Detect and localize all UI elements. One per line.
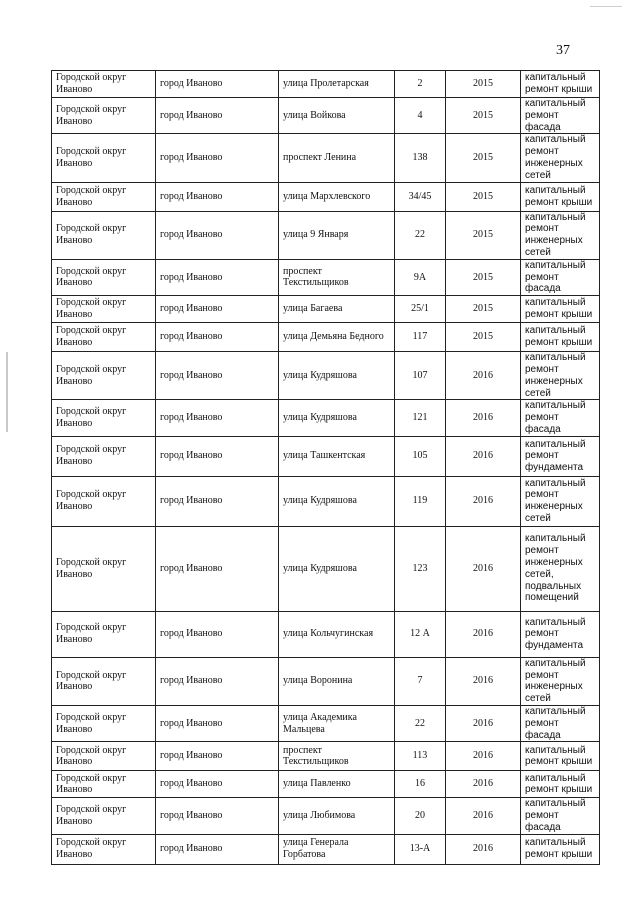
house-number-cell: 9А <box>395 259 446 295</box>
district-cell: Городской округ Иваново <box>52 771 156 798</box>
district-cell: Городской округ Иваново <box>52 657 156 705</box>
street-cell: проспект Текстильщиков <box>279 742 395 771</box>
city-cell: город Иваново <box>156 134 279 182</box>
district-cell: Городской округ Иваново <box>52 134 156 182</box>
house-number-cell: 123 <box>395 526 446 611</box>
year-cell: 2016 <box>446 834 521 864</box>
district-cell: Городской округ Иваново <box>52 211 156 259</box>
work-type-cell: капитальный ремонт инженерных сетей <box>521 352 600 400</box>
district-cell: Городской округ Иваново <box>52 71 156 98</box>
work-type-cell: капитальный ремонт крыши <box>521 71 600 98</box>
year-cell: 2015 <box>446 71 521 98</box>
city-cell: город Иваново <box>156 182 279 211</box>
district-cell: Городской округ Иваново <box>52 400 156 436</box>
year-cell: 2015 <box>446 134 521 182</box>
year-cell: 2015 <box>446 259 521 295</box>
work-type-cell: капитальный ремонт инженерных сетей <box>521 657 600 705</box>
table-row <box>52 296 600 323</box>
street-cell: улица Павленко <box>279 771 395 798</box>
street-cell: проспект Ленина <box>279 134 395 182</box>
table-row <box>52 182 600 211</box>
house-number-cell: 113 <box>395 742 446 771</box>
work-type-cell: капитальный ремонт фасада <box>521 259 600 295</box>
street-cell: проспект Текстильщиков <box>279 259 395 295</box>
year-cell: 2015 <box>446 182 521 211</box>
city-cell: город Иваново <box>156 436 279 476</box>
work-type-cell: капитальный ремонт крыши <box>521 323 600 352</box>
table-row <box>52 352 600 400</box>
table-row <box>52 400 600 436</box>
table-row <box>52 798 600 834</box>
district-cell: Городской округ Иваново <box>52 526 156 611</box>
house-number-cell: 16 <box>395 771 446 798</box>
house-number-cell: 34/45 <box>395 182 446 211</box>
table-row <box>52 611 600 657</box>
year-cell: 2016 <box>446 436 521 476</box>
house-number-cell: 4 <box>395 98 446 134</box>
work-type-cell: капитальный ремонт крыши <box>521 834 600 864</box>
street-cell: улица 9 Января <box>279 211 395 259</box>
city-cell: город Иваново <box>156 611 279 657</box>
year-cell: 2016 <box>446 705 521 741</box>
street-cell: улица Кудряшова <box>279 526 395 611</box>
street-cell: улица Академика Мальцева <box>279 705 395 741</box>
city-cell: город Иваново <box>156 798 279 834</box>
house-number-cell: 12 А <box>395 611 446 657</box>
year-cell: 2016 <box>446 742 521 771</box>
house-number-cell: 107 <box>395 352 446 400</box>
city-cell: город Иваново <box>156 742 279 771</box>
scan-corner-mark <box>590 6 622 7</box>
table-row <box>52 211 600 259</box>
street-cell: улица Багаева <box>279 296 395 323</box>
city-cell: город Иваново <box>156 400 279 436</box>
city-cell: город Иваново <box>156 526 279 611</box>
work-type-cell: капитальный ремонт крыши <box>521 771 600 798</box>
work-type-cell: капитальный ремонт инженерных сетей <box>521 134 600 182</box>
table-row <box>52 134 600 182</box>
house-number-cell: 7 <box>395 657 446 705</box>
table-row <box>52 657 600 705</box>
street-cell: улица Войкова <box>279 98 395 134</box>
city-cell: город Иваново <box>156 71 279 98</box>
street-cell: улица Ташкентская <box>279 436 395 476</box>
year-cell: 2016 <box>446 526 521 611</box>
table-body <box>52 71 600 865</box>
house-number-cell: 105 <box>395 436 446 476</box>
table-row <box>52 834 600 864</box>
year-cell: 2016 <box>446 611 521 657</box>
house-number-cell: 22 <box>395 705 446 741</box>
street-cell: улица Пролетарская <box>279 71 395 98</box>
street-cell: улица Кольчугинская <box>279 611 395 657</box>
house-number-cell: 138 <box>395 134 446 182</box>
year-cell: 2016 <box>446 657 521 705</box>
city-cell: город Иваново <box>156 657 279 705</box>
work-type-cell: капитальный ремонт фасада <box>521 798 600 834</box>
table-row <box>52 436 600 476</box>
district-cell: Городской округ Иваново <box>52 834 156 864</box>
table-row <box>52 705 600 741</box>
year-cell: 2016 <box>446 798 521 834</box>
work-type-cell: капитальный ремонт крыши <box>521 182 600 211</box>
street-cell: улица Демьяна Бедного <box>279 323 395 352</box>
year-cell: 2016 <box>446 400 521 436</box>
house-number-cell: 20 <box>395 798 446 834</box>
table-row <box>52 476 600 526</box>
table-row <box>52 71 600 98</box>
work-type-cell: капитальный ремонт фундамента <box>521 611 600 657</box>
district-cell: Городской округ Иваново <box>52 705 156 741</box>
year-cell: 2016 <box>446 771 521 798</box>
street-cell: улица Любимова <box>279 798 395 834</box>
work-type-cell: капитальный ремонт инженерных сетей <box>521 211 600 259</box>
street-cell: улица Воронина <box>279 657 395 705</box>
work-type-cell: капитальный ремонт фасада <box>521 400 600 436</box>
street-cell: улица Генерала Горбатова <box>279 834 395 864</box>
work-type-cell: капитальный ремонт крыши <box>521 742 600 771</box>
year-cell: 2016 <box>446 476 521 526</box>
scan-margin-mark <box>6 352 8 432</box>
work-type-cell: капитальный ремонт крыши <box>521 296 600 323</box>
table-row <box>52 98 600 134</box>
work-type-cell: капитальный ремонт инженерных сетей <box>521 476 600 526</box>
district-cell: Городской округ Иваново <box>52 476 156 526</box>
city-cell: город Иваново <box>156 771 279 798</box>
table-row <box>52 771 600 798</box>
street-cell: улица Мархлевского <box>279 182 395 211</box>
year-cell: 2016 <box>446 352 521 400</box>
house-number-cell: 25/1 <box>395 296 446 323</box>
year-cell: 2015 <box>446 211 521 259</box>
street-cell: улица Кудряшова <box>279 476 395 526</box>
district-cell: Городской округ Иваново <box>52 742 156 771</box>
street-cell: улица Кудряшова <box>279 352 395 400</box>
city-cell: город Иваново <box>156 476 279 526</box>
house-number-cell: 2 <box>395 71 446 98</box>
house-number-cell: 22 <box>395 211 446 259</box>
city-cell: город Иваново <box>156 323 279 352</box>
table-row <box>52 742 600 771</box>
district-cell: Городской округ Иваново <box>52 182 156 211</box>
district-cell: Городской округ Иваново <box>52 611 156 657</box>
city-cell: город Иваново <box>156 352 279 400</box>
district-cell: Городской округ Иваново <box>52 259 156 295</box>
page-number: 37 <box>556 43 570 58</box>
district-cell: Городской округ Иваново <box>52 436 156 476</box>
table-row <box>52 526 600 611</box>
district-cell: Городской округ Иваново <box>52 798 156 834</box>
house-number-cell: 119 <box>395 476 446 526</box>
district-cell: Городской округ Иваново <box>52 296 156 323</box>
year-cell: 2015 <box>446 296 521 323</box>
repair-register-table <box>51 70 600 865</box>
city-cell: город Иваново <box>156 705 279 741</box>
district-cell: Городской округ Иваново <box>52 352 156 400</box>
district-cell: Городской округ Иваново <box>52 323 156 352</box>
work-type-cell: капитальный ремонт фасада <box>521 98 600 134</box>
table-row <box>52 323 600 352</box>
year-cell: 2015 <box>446 323 521 352</box>
work-type-cell: капитальный ремонт инженерных сетей, подвальных помещений <box>521 526 600 611</box>
house-number-cell: 117 <box>395 323 446 352</box>
year-cell: 2015 <box>446 98 521 134</box>
work-type-cell: капитальный ремонт фасада <box>521 705 600 741</box>
house-number-cell: 13-А <box>395 834 446 864</box>
city-cell: город Иваново <box>156 98 279 134</box>
street-cell: улица Кудряшова <box>279 400 395 436</box>
city-cell: город Иваново <box>156 211 279 259</box>
city-cell: город Иваново <box>156 834 279 864</box>
district-cell: Городской округ Иваново <box>52 98 156 134</box>
city-cell: город Иваново <box>156 296 279 323</box>
city-cell: город Иваново <box>156 259 279 295</box>
house-number-cell: 121 <box>395 400 446 436</box>
work-type-cell: капитальный ремонт фундамента <box>521 436 600 476</box>
table-row <box>52 259 600 295</box>
